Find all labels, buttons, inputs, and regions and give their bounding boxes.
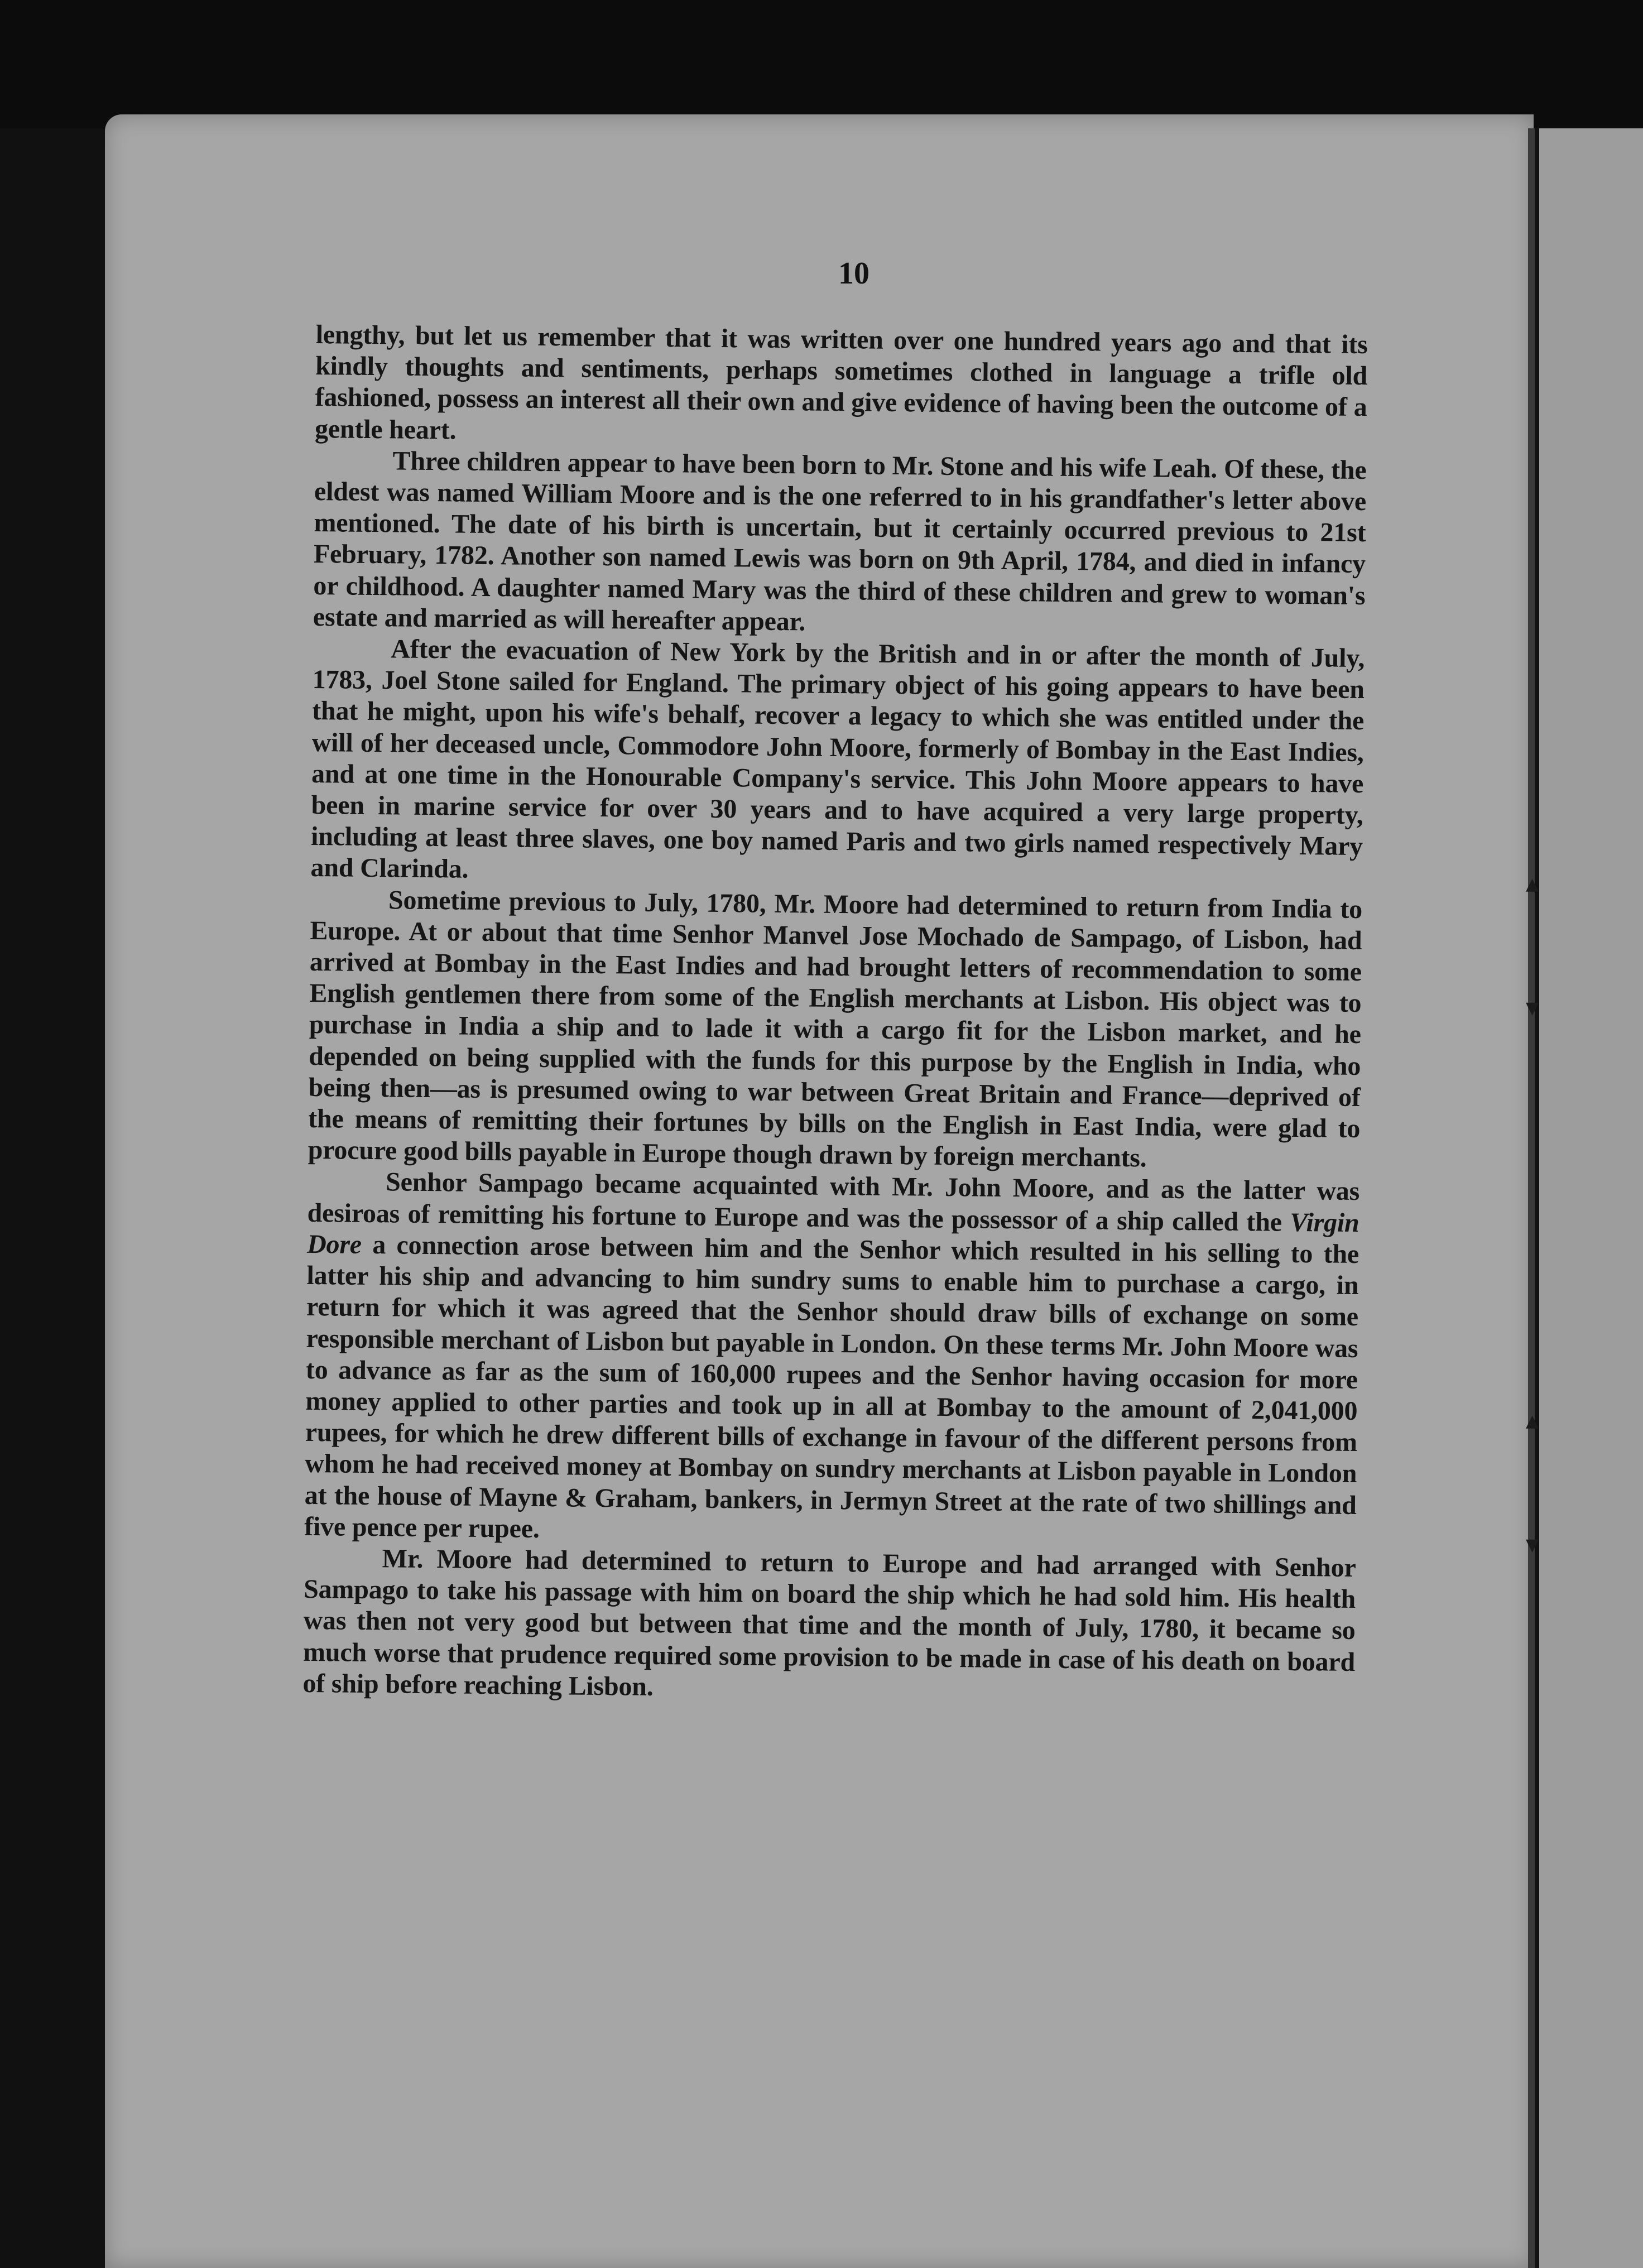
scan-background (0, 0, 1643, 128)
paragraph: Three children appear to have been born to Mr. Stone and his wife Leah. Of these, the eldest was named William Moore and is the one referred to in his grandfather's letter above mentioned. The date of his birth is uncertain, but it certainly occurred previous to 21st February, 1782. Another son named Lewis was born on 9th April, 1784, and died in infancy or childhood. A daughter named Mary was the third of these children and grew to woman's estate and married as will hereafter appear. (313, 446, 1367, 637)
ship-name: Virgin Dore (306, 1207, 1359, 1260)
edge-mark: ▲ (1526, 874, 1539, 894)
paragraph: After the evacuation of New York by the British and in or after the month of July, 1783, Joel Stone sailed for England. The primary object of his going appears to have been that he might, upon his wife's behalf, recover a legacy to which she was entitled under the will of her deceased uncle, Commodore John Moore, formerly of Bombay in the East Indies, and at one time in the Honourable Company's service. This John Moore appears to have been in marine service for over 30 years and to have acquired a very large property, including at least three slaves, one boy named Paris and two girls named respectively Mary and Clarinda. (310, 634, 1365, 885)
edge-mark: ▼ (1526, 998, 1539, 1018)
paragraph (304, 1166, 1359, 1553)
paragraph: lengthy, but let us remember that it was written over one hundred years ago and that its kindly thoughts and sentiments, perhaps sometimes clothed in language a trifle old fashioned, possess an interest all their own and give evidence of having been the outcome of a gentle heart. (314, 319, 1368, 445)
body-text (302, 319, 1368, 1709)
page-gutter (1528, 128, 1535, 2268)
page-number: 10 (838, 256, 869, 291)
paragraph-text: a connection arose between him and the Senhor which resulted in his selling to the latter his ship and advancing to him sundry sums to enable him to purchase a cargo, in return for which it was agreed that the Senhor should draw bills of exchange on some responsible merchant of Lisbon but payable in London. On these terms Mr. John Moore was to advance as far as the sum of 160,000 rupees and the Senhor having occasion for more money applied to other parties and took up in all at Bombay to the amount of 2,041,000 rupees, for which he drew different bills of exchange in favour of the different persons from whom he had received money at Bombay on sundry merchants at Lisbon payable in London at the house of Mayne & Graham, bankers, in Jermyn Street at the rate of two shillings and five pence per rupee. (304, 1229, 1359, 1544)
paragraph-text: Senhor Sampago became acquainted with Mr. John Moore, and as the latter was desiroas of remitting his fortune to Europe and was the possessor of a ship called the (307, 1167, 1360, 1237)
paragraph: Mr. Moore had determined to return to Europe and had arranged with Senhor Sampago to take his passage with him on board the ship which he had sold him. His health was then not very good but between that time and the month of July, 1780, it became so much worse that prudence required some provision to be made in case of his death on board of ship before reaching Lisbon. (302, 1544, 1356, 1702)
edge-mark: ▼ (1526, 1535, 1539, 1555)
paragraph: Sometime previous to July, 1780, Mr. Moore had determined to return from India to Europe. At or about that time Senhor Manvel Jose Mochado de Sampago, of Lisbon, had arrived at Bombay in the East Indies and had brought letters of recommendation to some English gentlemen there from some of the English merchants at Lisbon. His object was to purchase in India a ship and to lade it with a cargo fit for the Lisbon market, and he depended on being supplied with the funds for this purpose by the English in India, who being then—as is presumed owing to war between Great Britain and France—deprived of the means of remitting their fortunes by bills on the English in East India, were glad to procure good bills payable in Europe though drawn by foreign merchants. (308, 885, 1363, 1173)
edge-mark: ▲ (1526, 1411, 1539, 1431)
adjacent-page-edge (1539, 128, 1643, 2268)
